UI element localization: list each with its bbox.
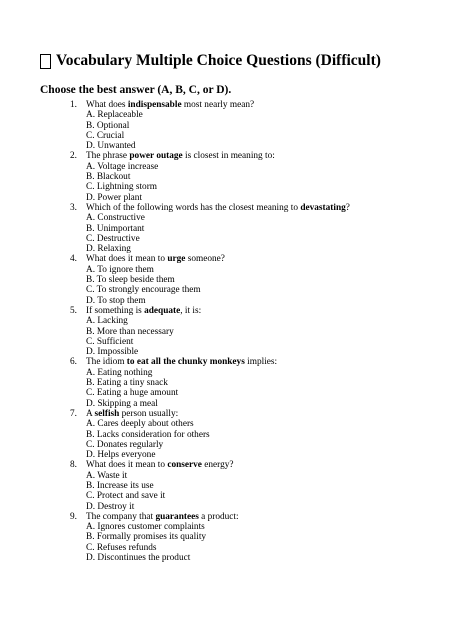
question-number: 6. bbox=[70, 357, 77, 368]
answer-option: C. To strongly encourage them bbox=[86, 285, 201, 296]
question-text-after: ? bbox=[345, 202, 350, 213]
answer-option: A. Eating nothing bbox=[86, 367, 153, 378]
question-item bbox=[0, 203, 474, 254]
answer-option: D. To stop them bbox=[86, 295, 146, 306]
answer-option: B. Formally promises its quality bbox=[86, 532, 207, 543]
question-text-before: A bbox=[86, 408, 95, 419]
answer-option: C. Donates regularly bbox=[86, 439, 164, 450]
question-text-after: energy? bbox=[201, 460, 234, 471]
question-keyword: power outage bbox=[129, 151, 183, 162]
question-text bbox=[86, 151, 474, 161]
question-item bbox=[0, 306, 474, 357]
question-number: 4. bbox=[70, 254, 77, 265]
question-keyword: indispensable bbox=[127, 100, 182, 110]
answer-option: D. Destroy it bbox=[86, 501, 135, 512]
question-item bbox=[0, 100, 474, 151]
question-number: 5. bbox=[70, 305, 77, 316]
question-item bbox=[0, 460, 474, 511]
question-text bbox=[86, 100, 474, 110]
answer-option: B. More than necessary bbox=[86, 326, 174, 337]
question-item bbox=[0, 357, 474, 408]
question-keyword: devastating bbox=[300, 202, 346, 213]
answer-option: D. Helps everyone bbox=[86, 450, 156, 461]
question-number: 1. bbox=[70, 100, 77, 110]
answer-option: A. Constructive bbox=[86, 213, 145, 224]
question-text-after: someone? bbox=[185, 254, 225, 265]
answer-option: B. Increase its use bbox=[86, 480, 154, 491]
answer-option: D. Skipping a meal bbox=[86, 398, 158, 409]
missing-glyph-icon bbox=[40, 54, 51, 69]
question-text-after: , it is: bbox=[180, 305, 202, 316]
question-text-after: a product: bbox=[198, 511, 239, 522]
question-keyword: selfish bbox=[94, 408, 120, 419]
question-text-after: is closest in meaning to: bbox=[182, 151, 275, 162]
question-text-before: What does bbox=[86, 100, 128, 110]
question-text-before: What does it mean to bbox=[86, 254, 168, 265]
question-keyword: to eat all the chunky monkeys bbox=[126, 357, 245, 368]
answer-option: C. Destructive bbox=[86, 233, 140, 244]
question-text-before: The idiom bbox=[86, 357, 127, 368]
answer-option: C. Eating a huge amount bbox=[86, 388, 179, 399]
question-text bbox=[86, 306, 474, 316]
answer-option: C. Sufficient bbox=[86, 336, 134, 347]
question-text-after: most nearly mean? bbox=[181, 100, 255, 110]
question-list bbox=[0, 100, 474, 563]
question-text bbox=[86, 460, 474, 470]
answer-option: B. To sleep beside them bbox=[86, 275, 175, 286]
page-title-text: Vocabulary Multiple Choice Questions (Difficult) bbox=[56, 52, 381, 69]
answer-option: C. Crucial bbox=[86, 130, 125, 141]
question-text bbox=[86, 254, 474, 264]
answer-option: C. Protect and save it bbox=[86, 491, 166, 502]
question-text bbox=[86, 512, 474, 522]
question-number: 3. bbox=[70, 202, 77, 213]
question-item bbox=[0, 512, 474, 563]
answer-option: A. To ignore them bbox=[86, 264, 154, 275]
answer-option: D. Relaxing bbox=[86, 244, 131, 255]
answer-option: A. Cares deeply about others bbox=[86, 419, 194, 430]
question-text-after: person usually: bbox=[119, 408, 179, 419]
answer-option: A. Voltage increase bbox=[86, 161, 159, 172]
answer-option: A. Waste it bbox=[86, 470, 128, 481]
question-number: 9. bbox=[70, 511, 77, 522]
question-text bbox=[86, 409, 474, 419]
answer-option: A. Ignores customer complaints bbox=[86, 522, 205, 533]
answer-option: B. Lacks consideration for others bbox=[86, 429, 210, 440]
answer-option: A. Lacking bbox=[86, 316, 128, 327]
answer-option: B. Eating a tiny snack bbox=[86, 378, 168, 389]
answer-option: D. Unwanted bbox=[86, 141, 136, 152]
question-number: 7. bbox=[70, 408, 77, 419]
question-keyword: adequate bbox=[144, 305, 181, 316]
question-number: 8. bbox=[70, 460, 77, 471]
question-text-before: Which of the following words has the closest meaning to bbox=[86, 202, 301, 213]
question-text bbox=[86, 357, 474, 367]
question-text-before: The phrase bbox=[86, 151, 130, 162]
question-keyword: urge bbox=[167, 254, 186, 265]
answer-option: D. Power plant bbox=[86, 192, 143, 203]
question-number: 2. bbox=[70, 151, 77, 162]
answer-option: D. Impossible bbox=[86, 347, 139, 358]
answer-option: C. Lightning storm bbox=[86, 182, 158, 193]
question-text-after: implies: bbox=[244, 357, 278, 368]
question-text-before: The company that bbox=[86, 511, 156, 522]
answer-option: C. Refuses refunds bbox=[86, 542, 157, 553]
answer-option: A. Replaceable bbox=[86, 110, 143, 121]
question-item bbox=[0, 409, 474, 460]
page-title bbox=[40, 52, 381, 70]
question-keyword: conserve bbox=[167, 460, 202, 471]
answer-option: B. Blackout bbox=[86, 172, 131, 183]
question-item bbox=[0, 151, 474, 202]
question-text bbox=[86, 203, 474, 213]
answer-option: B. Optional bbox=[86, 120, 130, 131]
question-item bbox=[0, 254, 474, 305]
instructions: Choose the best answer (A, B, C, or D). bbox=[40, 84, 232, 96]
question-text-before: If something is bbox=[86, 305, 145, 316]
answer-option: D. Discontinues the product bbox=[86, 553, 191, 564]
answer-option: B. Unimportant bbox=[86, 223, 145, 234]
question-text-before: What does it mean to bbox=[86, 460, 168, 471]
question-keyword: guarantees bbox=[155, 511, 199, 522]
